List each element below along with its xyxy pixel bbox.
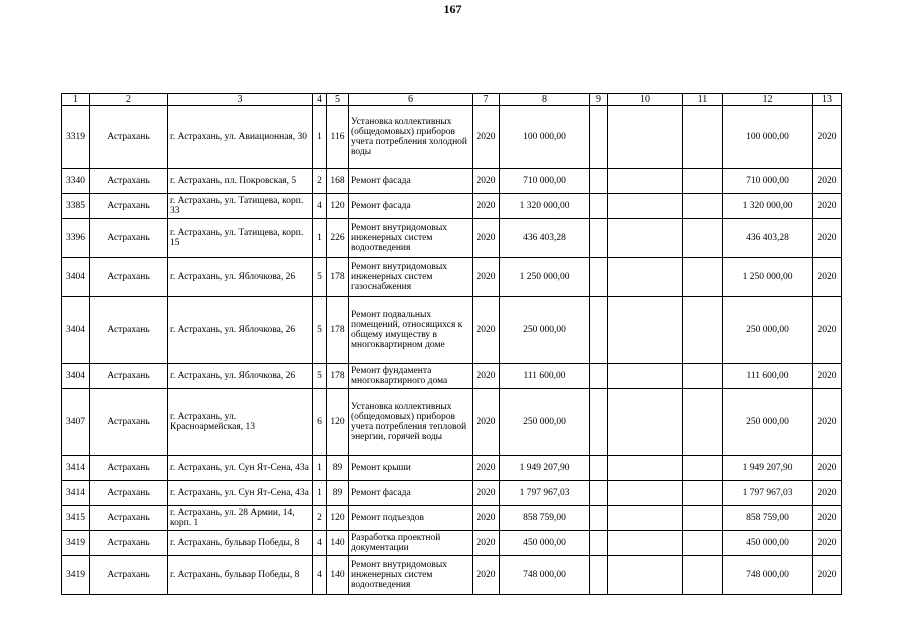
col9-cell xyxy=(590,364,608,389)
column-header: 11 xyxy=(683,94,723,106)
col4-cell: 2 xyxy=(313,506,327,531)
col10-cell xyxy=(608,481,683,506)
col10-cell xyxy=(608,506,683,531)
column-header: 10 xyxy=(608,94,683,106)
city-cell: Астрахань xyxy=(90,556,168,595)
amount-cell: 710 000,00 xyxy=(500,169,590,194)
column-header: 1 xyxy=(62,94,90,106)
work-type-cell: Ремонт фасада xyxy=(349,194,473,219)
total-cell: 858 759,00 xyxy=(723,506,813,531)
city-cell: Астрахань xyxy=(90,169,168,194)
col11-cell xyxy=(683,481,723,506)
amount-cell: 1 949 207,90 xyxy=(500,456,590,481)
col4-cell: 5 xyxy=(313,297,327,364)
end-year-cell: 2020 xyxy=(813,531,842,556)
col9-cell xyxy=(590,106,608,169)
row-number: 3404 xyxy=(62,258,90,297)
work-type-cell: Ремонт фасада xyxy=(349,169,473,194)
col11-cell xyxy=(683,169,723,194)
row-number: 3414 xyxy=(62,481,90,506)
col4-cell: 4 xyxy=(313,531,327,556)
end-year-cell: 2020 xyxy=(813,258,842,297)
amount-cell: 250 000,00 xyxy=(500,389,590,456)
col5-cell: 226 xyxy=(327,219,349,258)
col5-cell: 120 xyxy=(327,389,349,456)
col10-cell xyxy=(608,106,683,169)
row-number: 3319 xyxy=(62,106,90,169)
total-cell: 710 000,00 xyxy=(723,169,813,194)
work-type-cell: Ремонт фасада xyxy=(349,481,473,506)
total-cell: 436 403,28 xyxy=(723,219,813,258)
city-cell: Астрахань xyxy=(90,297,168,364)
total-cell: 1 320 000,00 xyxy=(723,194,813,219)
col5-cell: 140 xyxy=(327,556,349,595)
table-row xyxy=(62,456,842,481)
col4-cell: 6 xyxy=(313,389,327,456)
row-number: 3396 xyxy=(62,219,90,258)
col5-cell: 89 xyxy=(327,481,349,506)
end-year-cell: 2020 xyxy=(813,106,842,169)
year-cell: 2020 xyxy=(473,556,500,595)
col10-cell xyxy=(608,297,683,364)
col9-cell xyxy=(590,481,608,506)
year-cell: 2020 xyxy=(473,194,500,219)
year-cell: 2020 xyxy=(473,106,500,169)
amount-cell: 100 000,00 xyxy=(500,106,590,169)
year-cell: 2020 xyxy=(473,297,500,364)
end-year-cell: 2020 xyxy=(813,194,842,219)
col9-cell xyxy=(590,531,608,556)
column-header: 3 xyxy=(168,94,313,106)
col11-cell xyxy=(683,194,723,219)
total-cell: 250 000,00 xyxy=(723,297,813,364)
row-number: 3404 xyxy=(62,364,90,389)
col10-cell xyxy=(608,364,683,389)
col9-cell xyxy=(590,169,608,194)
col5-cell: 178 xyxy=(327,297,349,364)
amount-cell: 1 250 000,00 xyxy=(500,258,590,297)
col5-cell: 178 xyxy=(327,364,349,389)
work-type-cell: Ремонт фундамента многоквартирного дома xyxy=(349,364,473,389)
total-cell: 1 797 967,03 xyxy=(723,481,813,506)
col9-cell xyxy=(590,556,608,595)
work-type-cell: Ремонт подъездов xyxy=(349,506,473,531)
column-header: 5 xyxy=(327,94,349,106)
table-row xyxy=(62,506,842,531)
total-cell: 1 949 207,90 xyxy=(723,456,813,481)
end-year-cell: 2020 xyxy=(813,219,842,258)
col9-cell xyxy=(590,506,608,531)
col11-cell xyxy=(683,506,723,531)
table-row xyxy=(62,556,842,595)
col5-cell: 120 xyxy=(327,194,349,219)
col9-cell xyxy=(590,219,608,258)
city-cell: Астрахань xyxy=(90,219,168,258)
col11-cell xyxy=(683,297,723,364)
year-cell: 2020 xyxy=(473,506,500,531)
col10-cell xyxy=(608,258,683,297)
address-cell: г. Астрахань, ул. Яблочкова, 26 xyxy=(168,258,313,297)
work-type-cell: Установка коллективных (общедомовых) приборов учета потребления тепловой энергии, горячей воды xyxy=(349,389,473,456)
col10-cell xyxy=(608,556,683,595)
row-number: 3414 xyxy=(62,456,90,481)
amount-cell: 436 403,28 xyxy=(500,219,590,258)
column-header: 2 xyxy=(90,94,168,106)
row-number: 3404 xyxy=(62,297,90,364)
amount-cell: 250 000,00 xyxy=(500,297,590,364)
address-cell: г. Астрахань, бульвар Победы, 8 xyxy=(168,556,313,595)
row-number: 3415 xyxy=(62,506,90,531)
year-cell: 2020 xyxy=(473,219,500,258)
work-type-cell: Разработка проектной документации xyxy=(349,531,473,556)
amount-cell: 748 000,00 xyxy=(500,556,590,595)
col5-cell: 116 xyxy=(327,106,349,169)
total-cell: 111 600,00 xyxy=(723,364,813,389)
row-number: 3419 xyxy=(62,531,90,556)
column-header: 12 xyxy=(723,94,813,106)
table-row xyxy=(62,106,842,169)
address-cell: г. Астрахань, ул. Татищева, корп. 15 xyxy=(168,219,313,258)
col5-cell: 168 xyxy=(327,169,349,194)
table-row xyxy=(62,169,842,194)
column-header: 4 xyxy=(313,94,327,106)
row-number: 3340 xyxy=(62,169,90,194)
row-number: 3407 xyxy=(62,389,90,456)
col10-cell xyxy=(608,531,683,556)
col11-cell xyxy=(683,456,723,481)
table-row xyxy=(62,364,842,389)
end-year-cell: 2020 xyxy=(813,556,842,595)
year-cell: 2020 xyxy=(473,389,500,456)
col4-cell: 1 xyxy=(313,106,327,169)
city-cell: Астрахань xyxy=(90,258,168,297)
col11-cell xyxy=(683,219,723,258)
page-number: 167 xyxy=(443,2,462,16)
col4-cell: 2 xyxy=(313,169,327,194)
address-cell: г. Астрахань, ул. Красноармейская, 13 xyxy=(168,389,313,456)
col4-cell: 1 xyxy=(313,481,327,506)
col9-cell xyxy=(590,258,608,297)
col5-cell: 89 xyxy=(327,456,349,481)
address-cell: г. Астрахань, ул. 28 Армии, 14, корп. 1 xyxy=(168,506,313,531)
col4-cell: 4 xyxy=(313,556,327,595)
address-cell: г. Астрахань, пл. Покровская, 5 xyxy=(168,169,313,194)
row-number: 3385 xyxy=(62,194,90,219)
work-type-cell: Ремонт внутридомовых инженерных систем газоснабжения xyxy=(349,258,473,297)
work-type-cell: Ремонт подвальных помещений, относящихся к общему имуществу в многоквартирном доме xyxy=(349,297,473,364)
work-type-cell: Ремонт внутридомовых инженерных систем водоотведения xyxy=(349,219,473,258)
end-year-cell: 2020 xyxy=(813,456,842,481)
col10-cell xyxy=(608,194,683,219)
amount-cell: 111 600,00 xyxy=(500,364,590,389)
col9-cell xyxy=(590,297,608,364)
city-cell: Астрахань xyxy=(90,456,168,481)
amount-cell: 1 797 967,03 xyxy=(500,481,590,506)
address-cell: г. Астрахань, ул. Яблочкова, 26 xyxy=(168,297,313,364)
address-cell: г. Астрахань, ул. Татищева, корп. 33 xyxy=(168,194,313,219)
end-year-cell: 2020 xyxy=(813,364,842,389)
year-cell: 2020 xyxy=(473,456,500,481)
year-cell: 2020 xyxy=(473,258,500,297)
column-header: 8 xyxy=(500,94,590,106)
header-row xyxy=(62,94,842,106)
table-row xyxy=(62,194,842,219)
col9-cell xyxy=(590,389,608,456)
col10-cell xyxy=(608,169,683,194)
col10-cell xyxy=(608,456,683,481)
col4-cell: 5 xyxy=(313,258,327,297)
city-cell: Астрахань xyxy=(90,106,168,169)
col4-cell: 1 xyxy=(313,456,327,481)
col5-cell: 120 xyxy=(327,506,349,531)
year-cell: 2020 xyxy=(473,364,500,389)
total-cell: 250 000,00 xyxy=(723,389,813,456)
end-year-cell: 2020 xyxy=(813,297,842,364)
column-header: 13 xyxy=(813,94,842,106)
col9-cell xyxy=(590,456,608,481)
table-row xyxy=(62,219,842,258)
row-number: 3419 xyxy=(62,556,90,595)
table-row xyxy=(62,297,842,364)
col10-cell xyxy=(608,219,683,258)
city-cell: Астрахань xyxy=(90,194,168,219)
work-type-cell: Установка коллективных (общедомовых) приборов учета потребления холодной воды xyxy=(349,106,473,169)
col5-cell: 178 xyxy=(327,258,349,297)
work-type-cell: Ремонт внутридомовых инженерных систем водоотведения xyxy=(349,556,473,595)
city-cell: Астрахань xyxy=(90,531,168,556)
amount-cell: 858 759,00 xyxy=(500,506,590,531)
city-cell: Астрахань xyxy=(90,389,168,456)
address-cell: г. Астрахань, ул. Яблочкова, 26 xyxy=(168,364,313,389)
table-row xyxy=(62,481,842,506)
end-year-cell: 2020 xyxy=(813,389,842,456)
col11-cell xyxy=(683,389,723,456)
table-row xyxy=(62,389,842,456)
total-cell: 100 000,00 xyxy=(723,106,813,169)
col11-cell xyxy=(683,364,723,389)
col10-cell xyxy=(608,389,683,456)
end-year-cell: 2020 xyxy=(813,506,842,531)
column-header: 7 xyxy=(473,94,500,106)
total-cell: 748 000,00 xyxy=(723,556,813,595)
col11-cell xyxy=(683,556,723,595)
address-cell: г. Астрахань, бульвар Победы, 8 xyxy=(168,531,313,556)
col5-cell: 140 xyxy=(327,531,349,556)
col4-cell: 4 xyxy=(313,194,327,219)
city-cell: Астрахань xyxy=(90,506,168,531)
col11-cell xyxy=(683,258,723,297)
year-cell: 2020 xyxy=(473,169,500,194)
col4-cell: 5 xyxy=(313,364,327,389)
address-cell: г. Астрахань, ул. Авиационная, 30 xyxy=(168,106,313,169)
year-cell: 2020 xyxy=(473,481,500,506)
amount-cell: 1 320 000,00 xyxy=(500,194,590,219)
table-row xyxy=(62,531,842,556)
address-cell: г. Астрахань, ул. Сун Ят-Сена, 43а xyxy=(168,481,313,506)
col11-cell xyxy=(683,531,723,556)
col4-cell: 1 xyxy=(313,219,327,258)
program-table xyxy=(61,93,842,595)
city-cell: Астрахань xyxy=(90,364,168,389)
address-cell: г. Астрахань, ул. Сун Ят-Сена, 43а xyxy=(168,456,313,481)
end-year-cell: 2020 xyxy=(813,169,842,194)
col9-cell xyxy=(590,194,608,219)
year-cell: 2020 xyxy=(473,531,500,556)
column-header: 9 xyxy=(590,94,608,106)
total-cell: 450 000,00 xyxy=(723,531,813,556)
column-header: 6 xyxy=(349,94,473,106)
total-cell: 1 250 000,00 xyxy=(723,258,813,297)
end-year-cell: 2020 xyxy=(813,481,842,506)
amount-cell: 450 000,00 xyxy=(500,531,590,556)
col11-cell xyxy=(683,106,723,169)
city-cell: Астрахань xyxy=(90,481,168,506)
work-type-cell: Ремонт крыши xyxy=(349,456,473,481)
table-row xyxy=(62,258,842,297)
